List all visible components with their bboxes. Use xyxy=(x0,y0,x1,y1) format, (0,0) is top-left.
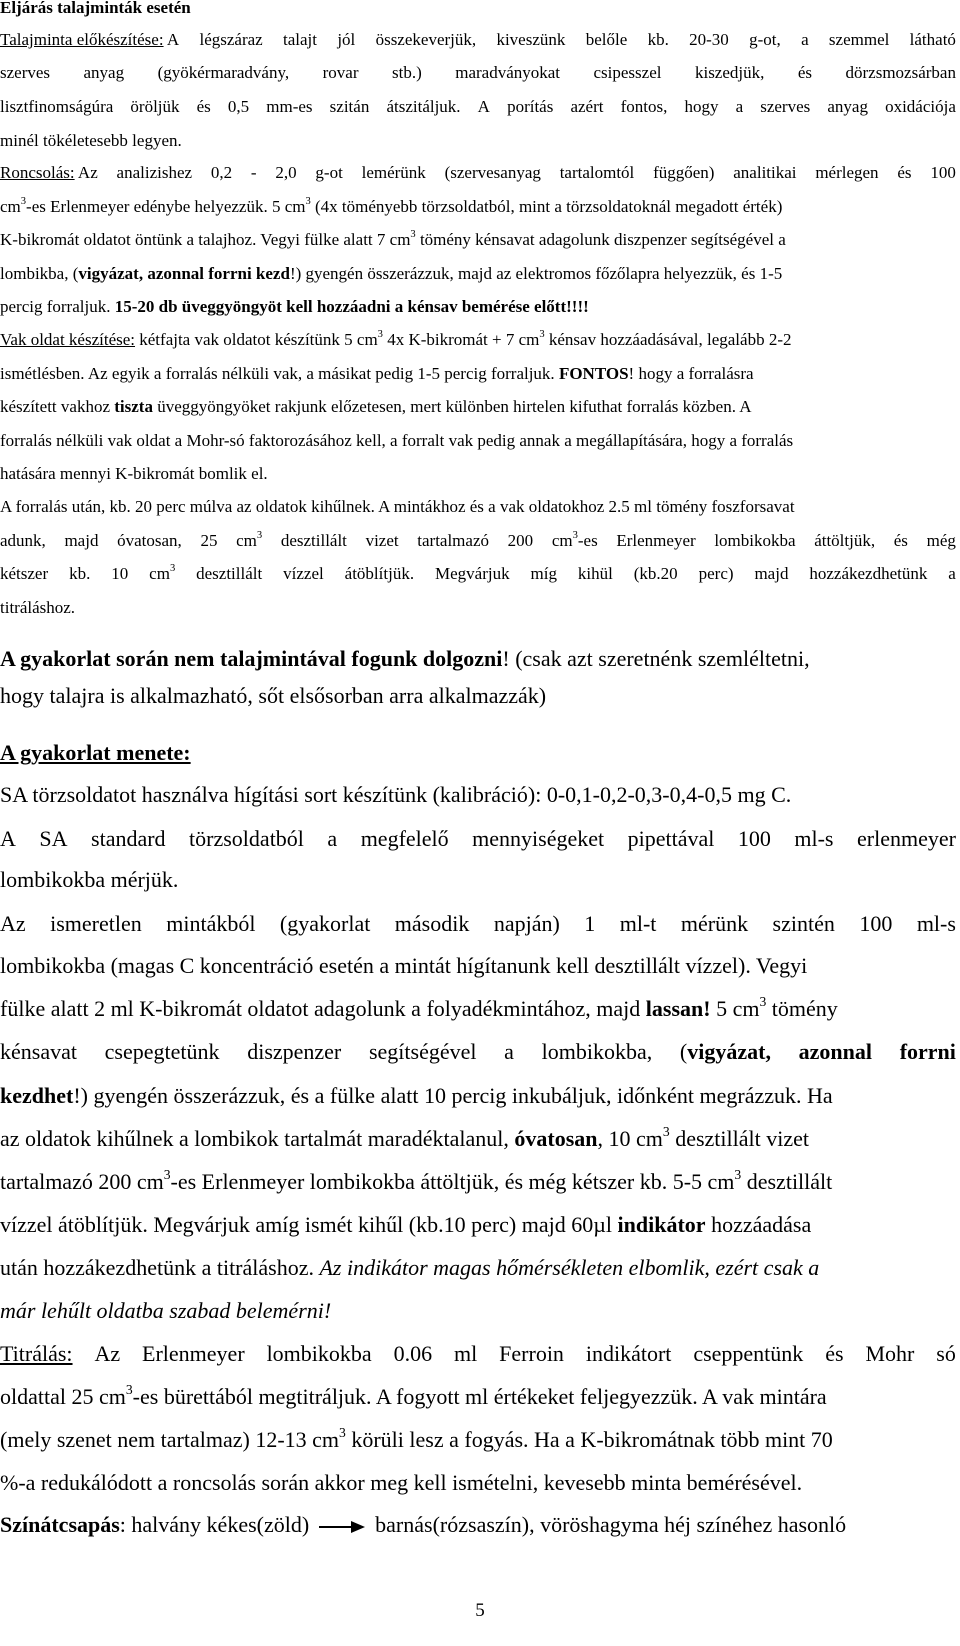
digest-warning: vigyázat, azonnal forrni kezd xyxy=(78,264,290,283)
p3-line-2: lombikokba (magas C koncentráció esetén a mintát hígítanunk kell desztillált vízzel). Vegyi xyxy=(0,953,808,978)
prep-line-2: szerves anyag (gyökérmaradvány, rovar stb.) maradványokat csipesszel kiszedjük, és dörzsmozsárban xyxy=(0,63,956,82)
color-change-line: Színátcsapás: halvány kékes(zöld) barnás(rózsaszín), vöröshagyma héj színéhez hasonló xyxy=(0,1512,847,1537)
p3-line-9: után hozzákezdhetünk a titráláshoz. Az indikátor magas hőmérsékleten elbomlik, ezért csak a xyxy=(0,1255,820,1280)
note-bold: A gyakorlat során nem talajmintával fogunk dolgozni xyxy=(0,646,503,671)
prep-line-4: minél tökéletesebb legyen. xyxy=(0,131,182,150)
titr-line-4: %-a redukálódott a roncsolás során akkor meg kell ismételni, kevesebb minta bemérésével. xyxy=(0,1470,803,1495)
titr-line-1: Titrálás: Az Erlenmeyer lombikokba 0.06 ml Ferroin indikátort cseppentünk és Mohr só xyxy=(0,1341,956,1366)
p1: SA törzsoldatot használva hígítási sort készítünk (kalibráció): 0-0,1-0,2-0,3-0,4-0,5 mg C. xyxy=(0,782,792,807)
p3-line-3: fülke alatt 2 ml K-bikromát oldatot adagolunk a folyadékmintához, majd lassan! 5 $cm^3$ tömény xyxy=(0,993,838,1021)
p3-line-1: Az ismeretlen mintákból (gyakorlat második napján) 1 ml-t mérünk szintén 100 ml-s xyxy=(0,911,956,936)
prep-line-1: Talajminta előkészítése: A légszáraz talajt jól összekeverjük, kiveszünk belőle kb. 20-30 g-ot, a szemmel látható xyxy=(0,30,956,49)
after-line-3: kétszer kb. 10 $cm^3$ desztillált vízzel átöblítjük. Megvárjuk míg kihül (kb.20 perc) majd hozzákezdhetünk a xyxy=(0,562,956,583)
blank-line-5: hatására mennyi K-bikromát bomlik el. xyxy=(0,464,268,483)
digest-bold-note: 15-20 db üveggyöngyöt kell hozzáadni a kénsav bemérése előtt!!!! xyxy=(114,297,589,316)
lassan-word: lassan! xyxy=(645,996,711,1021)
after-line-2: adunk, majd óvatosan, 25 $cm^3$ desztillált vizet tartalmazó 200 $cm^3-es$ Erlenmeyer lombikokba áttöltjük, és még xyxy=(0,529,956,550)
indikator-word: indikátor xyxy=(617,1212,706,1237)
blank-line-4: forralás nélküli vak oldat a Mohr-só faktorozásához kell, a forralt vak pedig annak a megállapítására, hogy a forralás xyxy=(0,431,794,450)
p3-line-4: kénsavat csepegtetünk diszpenzer segítségével a lombikokba, (vigyázat, azonnal forrni xyxy=(0,1039,956,1064)
blank-line-1: Vak oldat készítése: kétfajta vak oldatot készítünk 5 $cm^3$ 4x K-bikromát + 7 $cm^3$ kénsav hozzáadásával, legalább 2-2 xyxy=(0,328,792,349)
titr-line-2: oldattal 25 $cm^3-es$ bürettából megtitráljuk. A fogyott ml értékeket feljegyezzük. A vak mintára xyxy=(0,1381,827,1409)
note-line-2: hogy talajra is alkalmazható, sőt elsősorban arra alkalmazzák) xyxy=(0,683,547,708)
color-change-label: Színátcsapás xyxy=(0,1512,120,1537)
digest-line-4: lombikba, (vigyázat, azonnal forrni kezd!) gyengén összerázzuk, majd az elektromos főzőlapra helyezzük, és 1-5 xyxy=(0,264,783,283)
p3-line-10: már lehűlt oldatba szabad belemérni! xyxy=(0,1298,332,1323)
p2-line-2: lombikokba mérjük. xyxy=(0,867,179,892)
section-title: Eljárás talajminták esetén xyxy=(0,0,191,17)
section2-heading: A gyakorlat menete: xyxy=(0,740,191,765)
titr-label: Titrálás: xyxy=(0,1341,73,1366)
after-line-4: titráláshoz. xyxy=(0,598,76,617)
p3-line-6: az oldatok kihűlnek a lombikok tartalmát maradéktalanul, óvatosan, 10 $cm^3$ desztillált vizet xyxy=(0,1123,810,1151)
ovatosan-word: óvatosan xyxy=(514,1126,598,1151)
p3-line-7: tartalmazó 200 $cm^3-es$ Erlenmeyer lombikokba áttöltjük, és még kétszer kb. 5-5 $cm^3$ desztillált xyxy=(0,1166,833,1194)
prep-line-3: lisztfinomságúra öröljük és 0,5 mm-es szitán átszitáljuk. A porítás azért fontos, hogy a szerves anyag oxidációja xyxy=(0,97,956,116)
digest-line-5: percig forraljuk. 15-20 db üveggyöngyöt kell hozzáadni a kénsav bemérése előtt!!!! xyxy=(0,297,589,316)
digest-line-2: $cm^3-es$ Erlenmeyer edénybe helyezzük. 5 $cm^3$ (4x töményebb törzsoldatból, mint a törzsoldatoknál megadott érték) xyxy=(0,195,783,216)
blank-line-3: készített vakhoz tiszta üveggyöngyöket rakjunk előzetesen, mert különben hirtelen kifuthat forralás közben. A xyxy=(0,397,752,416)
titr-line-3: (mely szenet nem tartalmaz) 12-13 $cm^3$ körüli lesz a fogyás. Ha a K-bikromátnak több mint 70 xyxy=(0,1424,833,1452)
tiszta-word: tiszta xyxy=(114,397,153,416)
fontos-label: FONTOS xyxy=(558,364,629,383)
digest-label: Roncsolás: xyxy=(0,163,75,182)
after-line-1: A forralás után, kb. 20 perc múlva az oldatok kihűlnek. A mintákhoz és a vak oldatokhoz 2.5 ml tömény foszforsavat xyxy=(0,497,795,516)
p2-line-1: A SA standard törzsoldatból a megfelelő mennyiségeket pipettával 100 ml-s erlenmeyer xyxy=(0,826,956,851)
right-arrow-icon xyxy=(317,1518,367,1536)
blank-line-2: ismétlésben. Az egyik a forralás nélküli vak, a másikat pedig 1-5 percig forraljuk. FONTOS! hogy a forralásra xyxy=(0,364,754,383)
p3-line-8: vízzel átöblítjük. Megvárjuk amíg ismét kihűl (kb.10 perc) majd 60µl indikátor hozzáadása xyxy=(0,1212,812,1237)
digest-line-1: Roncsolás: Az analizishez 0,2 - 2,0 g-ot lemérünk (szervesanyag tartalomtól függően) analitikai mérlegen és 100 xyxy=(0,163,956,182)
blank-label: Vak oldat készítése: xyxy=(0,330,136,349)
prep-label: Talajminta előkészítése: xyxy=(0,30,164,49)
page-number: 5 xyxy=(475,1600,485,1621)
p3-line-5: kezdhet!) gyengén összerázzuk, és a fülke alatt 10 percig inkubáljuk, időnként megrázzuk. Ha xyxy=(0,1083,833,1108)
digest-line-3: K-bikromát oldatot öntünk a talajhoz. Vegyi fülke alatt 7 $cm^3$ tömény kénsavat adagolunk diszpenzer segítségével a xyxy=(0,228,786,249)
note-line-1: A gyakorlat során nem talajmintával fogunk dolgozni! (csak azt szeretnénk szemléltetni, xyxy=(0,646,810,671)
